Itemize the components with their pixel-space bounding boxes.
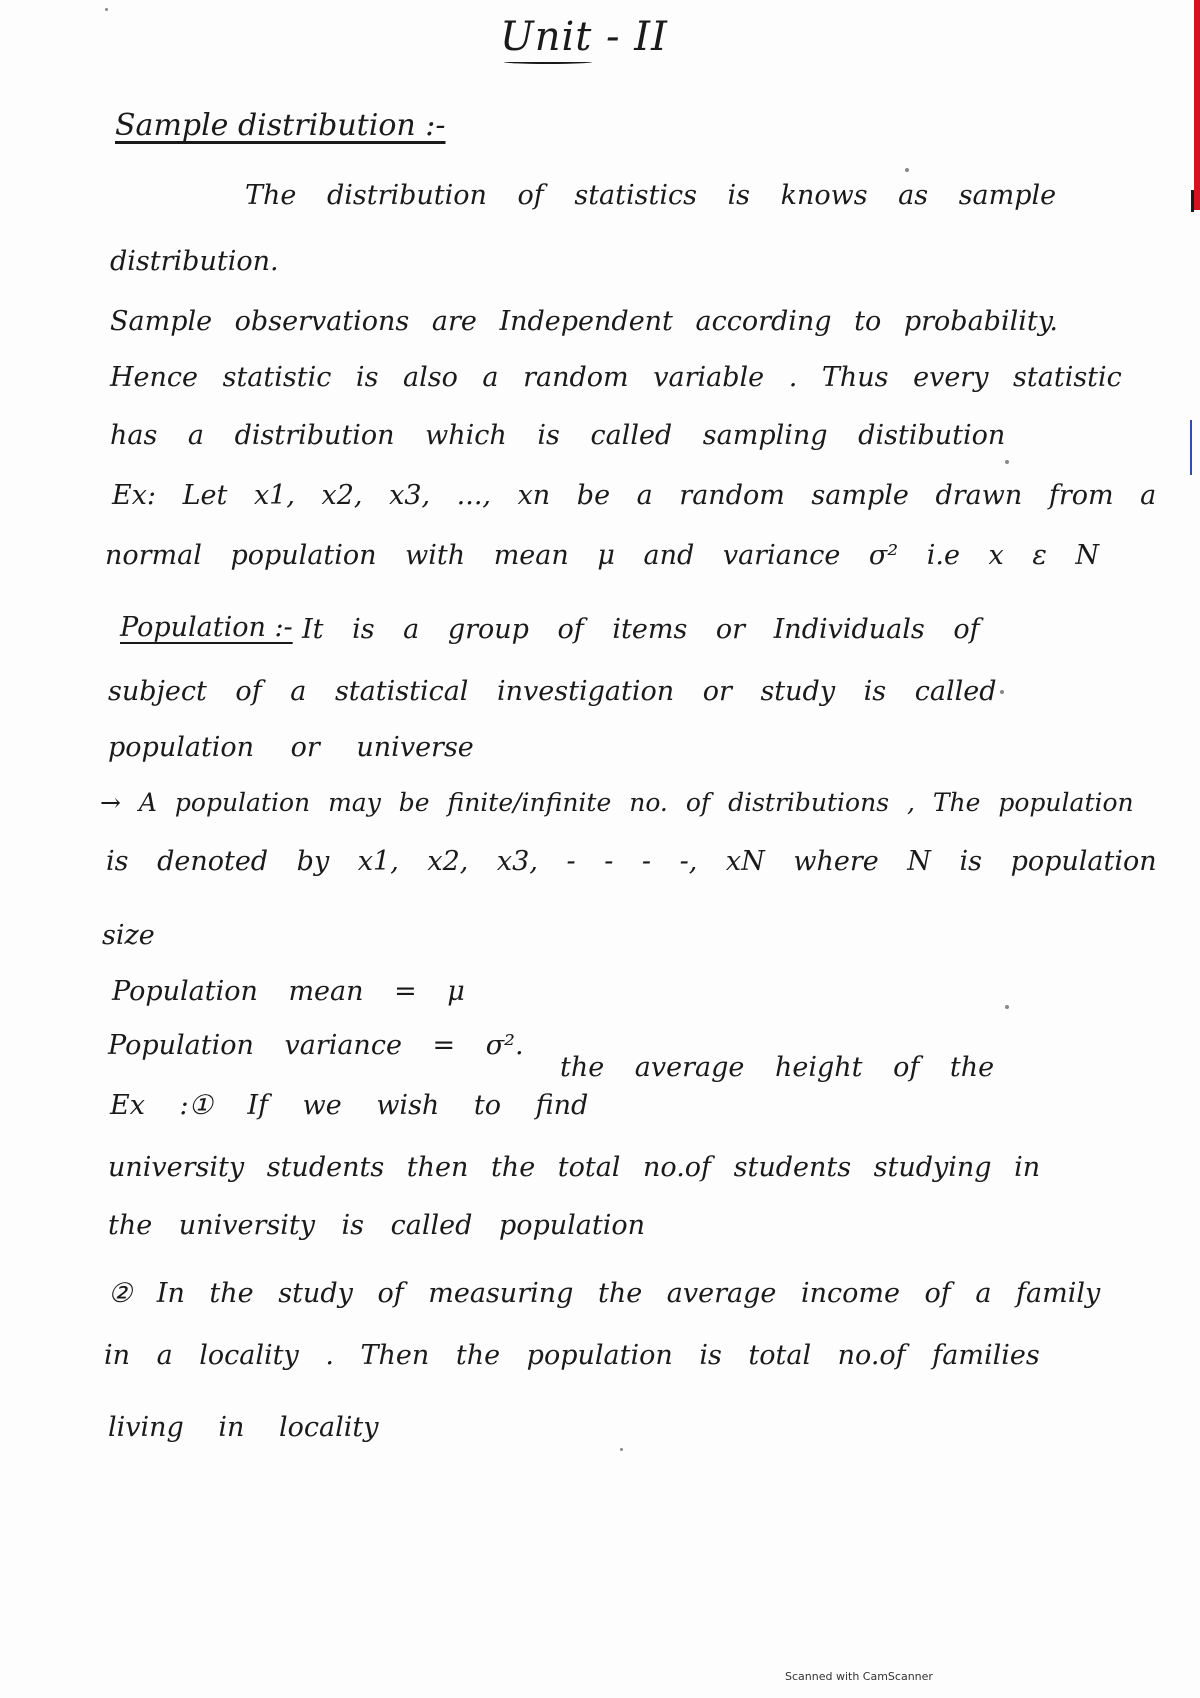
text-line-7: normal population with mean μ and variance σ² i.e x ε N (105, 540, 1100, 571)
example-line-5: in a locality . Then the population is total no.of families (104, 1340, 1040, 1371)
edge-red-mark (1194, 0, 1200, 210)
example-line-6: living in locality (108, 1412, 379, 1443)
example-line-1: Ex :① If we wish to find (110, 1090, 589, 1121)
sample-distribution-heading: Sample distribution :- (115, 108, 446, 143)
speck (1005, 1005, 1009, 1009)
population-mean-line: Population mean = μ (112, 976, 465, 1007)
text-line-4: Hence statistic is also a random variable . Thus every statistic (110, 362, 1122, 393)
edge-dark-mark (1191, 190, 1194, 212)
population-line-5: is denoted by x1, x2, x3, - - - -, xN where N is population (106, 846, 1157, 877)
edge-blue-mark (1190, 420, 1192, 475)
population-heading: Population :- (120, 612, 293, 643)
example-line-4: ② In the study of measuring the average income of a family (108, 1278, 1101, 1309)
example-line-3: the university is called population (108, 1210, 646, 1241)
page-title: Unit - II (500, 14, 668, 60)
speck (905, 168, 909, 172)
text-line-6: Ex: Let x1, x2, x3, ..., xn be a random sample drawn from a (112, 480, 1157, 511)
scanner-watermark: Scanned with CamScanner (785, 1670, 933, 1683)
population-line-3: population or universe (108, 732, 474, 763)
population-variance-line: Population variance = σ². (108, 1030, 524, 1061)
title-underline (504, 60, 592, 64)
speck (1005, 460, 1009, 464)
example-line-2: university students then the total no.of students studying in (108, 1152, 1041, 1183)
population-line-1: It is a group of items or Individuals of (302, 614, 980, 645)
population-line-6: size (102, 920, 155, 951)
text-line-2: distribution. (110, 246, 279, 277)
speck (1000, 690, 1004, 694)
text-line-3: Sample observations are Independent according to probability. (110, 306, 1058, 337)
population-line-2: subject of a statistical investigation or study is called (108, 676, 997, 707)
text-line-1: The distribution of statistics is knows as sample (245, 180, 1057, 211)
text-line-5: has a distribution which is called sampling distibution (110, 420, 1006, 451)
population-line-4: → A population may be finite/infinite no. of distributions , The population (100, 788, 1134, 817)
speck (620, 1448, 623, 1451)
speck (105, 8, 108, 11)
example-line-0: the average height of the (560, 1052, 995, 1083)
